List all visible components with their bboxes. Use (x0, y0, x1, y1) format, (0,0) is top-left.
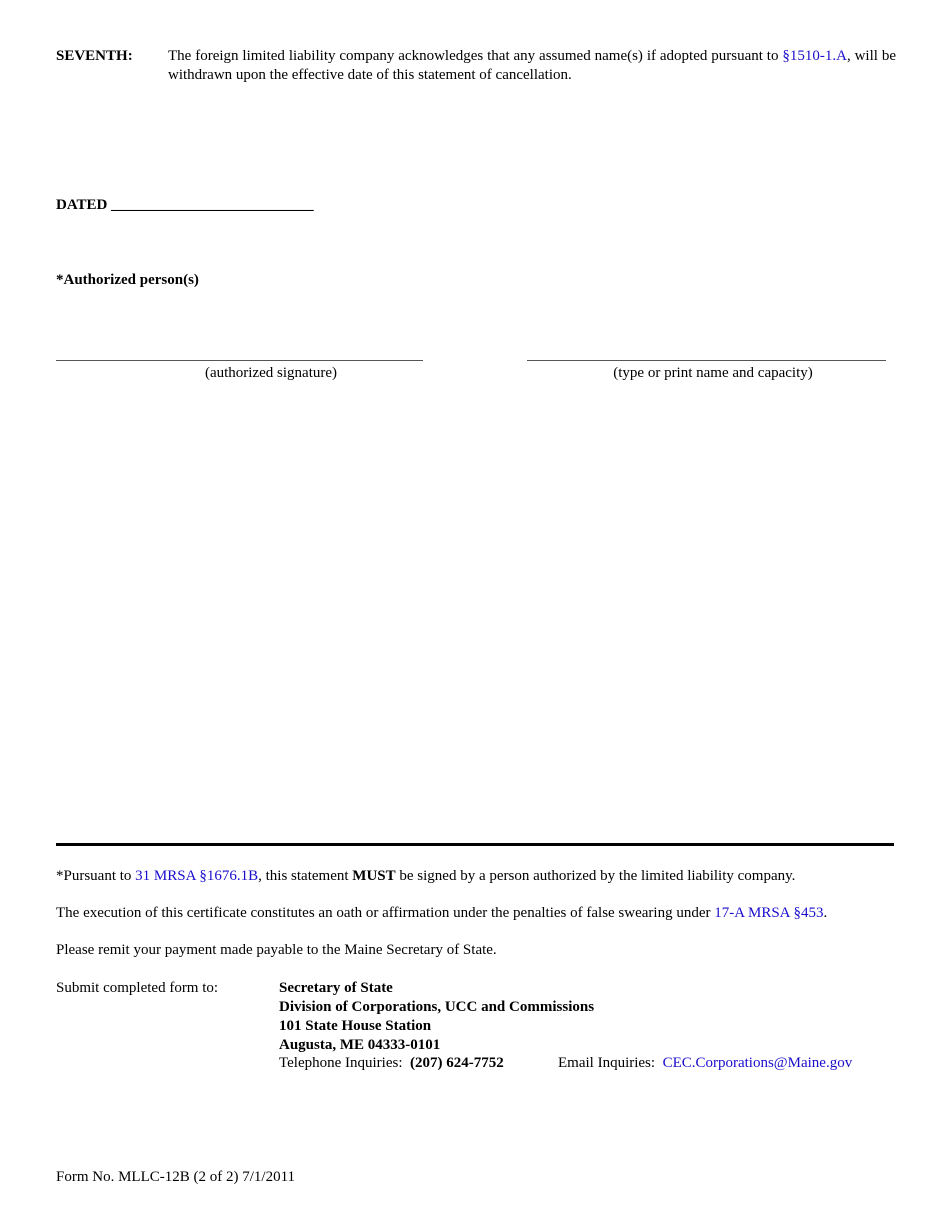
print-name-line[interactable] (527, 360, 886, 361)
seventh-text-after: , will be withdrawn upon the effective date of this statement of cancellation. (168, 48, 896, 83)
submit-label: Submit completed form to: (56, 980, 219, 996)
authorized-heading: *Authorized person(s) (56, 272, 199, 288)
mrsa-453-link[interactable]: 17-A MRSA §453 (714, 905, 824, 921)
pursuant-suffix: be signed by a person authorized by the limited liability company. (395, 868, 796, 884)
address-line: Augusta, ME 04333-0101 (279, 1037, 441, 1053)
seventh-label: SEVENTH: (56, 48, 133, 64)
print-name-caption: (type or print name and capacity) (613, 365, 813, 381)
phone-number: (207) 624-7752 (410, 1055, 504, 1071)
seventh-text-before: The foreign limited liability company acknowledges that any assumed name(s) if adopted pursuant to (168, 48, 783, 64)
email-label: Email Inquiries: (558, 1055, 656, 1071)
email-link[interactable]: CEC.Corporations@Maine.gov (662, 1055, 853, 1071)
address-line: Division of Corporations, UCC and Commissions (279, 999, 595, 1015)
signature-caption: (authorized signature) (204, 365, 338, 381)
address-line: 101 State House Station (279, 1018, 432, 1034)
mailing-address (279, 979, 594, 1055)
phone-inquiries (279, 1055, 504, 1072)
oath-note (56, 905, 827, 922)
dated-blank[interactable]: ___________________________ (111, 197, 314, 213)
section-1510-link[interactable]: §1510-1.A (782, 48, 847, 64)
oath-text: The execution of this certificate constitutes an oath or affirmation under the penalties of false swearing under (56, 905, 715, 921)
signature-line[interactable] (56, 360, 423, 361)
pursuant-mid: , this statement (258, 868, 353, 884)
mrsa-1676-link[interactable]: 31 MRSA §1676.1B (135, 868, 259, 884)
seventh-paragraph (168, 47, 896, 85)
pursuant-must: MUST (352, 868, 396, 884)
dated-line (56, 197, 314, 214)
pursuant-prefix: *Pursuant to (56, 868, 136, 884)
phone-label: Telephone Inquiries: (279, 1055, 403, 1071)
form-number: Form No. MLLC-12B (2 of 2) 7/1/2011 (56, 1169, 296, 1185)
pursuant-note (56, 868, 795, 885)
remit-note: Please remit your payment made payable to the Maine Secretary of State. (56, 942, 497, 958)
address-line: Secretary of State (279, 980, 393, 996)
oath-end: . (823, 905, 828, 921)
dated-label: DATED (56, 197, 108, 213)
email-inquiries (558, 1055, 852, 1072)
section-divider (56, 843, 894, 846)
